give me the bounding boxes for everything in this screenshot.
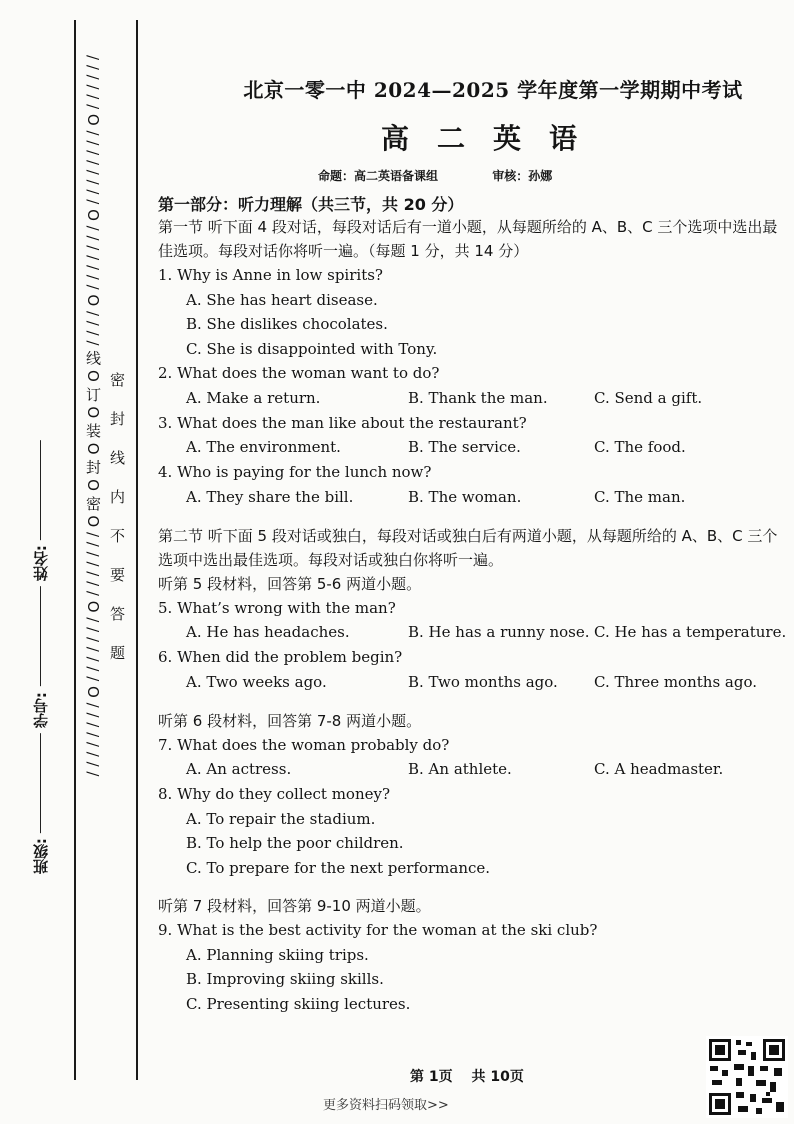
exam-title: 北京一零一中 2024—2025 学年度第一学期期中考试	[243, 78, 743, 102]
q5-option-b: B. He has a runny nose.	[408, 623, 590, 641]
q7-option-b: B. An athlete.	[408, 760, 512, 778]
question-7: 7. What does the woman probably do?	[158, 735, 450, 754]
binding-margin	[0, 0, 150, 1124]
q5-option-c: C. He has a temperature.	[594, 623, 787, 641]
q6-option-a: A. Two weeks ago.	[186, 672, 327, 691]
q1-option-c: C. She is disappointed with Tony.	[186, 339, 438, 358]
q3-option-b: B. The service.	[408, 438, 521, 456]
q6-options	[158, 670, 788, 695]
q5-options	[158, 620, 788, 645]
credits	[318, 167, 788, 184]
name-label: 姓名:	[32, 545, 50, 582]
q1-option-b: B. She dislikes chocolates.	[186, 315, 388, 333]
question-1: 1. Why is Anne in low spirits?	[158, 266, 383, 284]
section2-instructions: 第二节 听下面 5 段对话或独白，每段对话或独白后有两道小题，从每题所给的 A、B、C 三个选项中选出最佳选项。每段对话或独白你将听一遍。	[158, 526, 778, 569]
q8-option-b: B. To help the poor children.	[186, 834, 404, 852]
question-6: 6. When did the problem begin?	[158, 648, 403, 666]
page-total: 共 10页	[471, 1069, 524, 1085]
author: 命题：高二英语备课组	[318, 169, 439, 183]
material-7-heading: 听第 7 段材料，回答第 9-10 两道小题。	[158, 897, 431, 915]
q4-option-b: B. The woman.	[408, 487, 522, 506]
material-6-heading: 听第 6 段材料，回答第 7-8 两道小题。	[158, 711, 422, 730]
q3-option-c: C. The food.	[594, 438, 686, 456]
section1-instructions: 第一节 听下面 4 段对话，每段对话后有一道小题，从每题所给的 A、B、C 三个选项中选出最佳选项。每段对话你将听一遍。（每题 1 分，共 14 分）	[158, 218, 778, 260]
subject-title: 高二英语	[380, 122, 605, 155]
q4-option-a: A. They share the bill.	[186, 487, 354, 506]
seal-notice: 密封线内不要答题	[108, 372, 126, 684]
q7-option-c: C. A headmaster.	[594, 760, 724, 778]
question-2: 2. What does the woman want to do?	[158, 364, 440, 382]
q3-options	[158, 435, 788, 460]
page-number: 第 1页	[410, 1069, 453, 1085]
q6-option-c: C. Three months ago.	[594, 672, 757, 691]
page-footer	[410, 1066, 538, 1086]
question-5: 5. What’s wrong with the man?	[158, 598, 396, 617]
q9-option-b: B. Improving skiing skills.	[186, 970, 384, 988]
name-blank	[41, 440, 42, 540]
question-8: 8. Why do they collect money?	[158, 785, 391, 803]
question-4: 4. Who is paying for the lunch now?	[158, 463, 432, 481]
q4-option-c: C. The man.	[594, 487, 686, 506]
q2-option-b: B. Thank the man.	[408, 388, 548, 407]
q2-options	[158, 386, 788, 411]
qr-code-icon[interactable]	[706, 1036, 788, 1118]
q5-option-a: A. He has headaches.	[186, 623, 350, 641]
q2-option-a: A. Make a return.	[186, 388, 321, 407]
q2-option-c: C. Send a gift.	[594, 388, 703, 407]
q6-option-b: B. Two months ago.	[408, 672, 558, 691]
q7-option-a: A. An actress.	[186, 760, 292, 778]
q8-option-c: C. To prepare for the next performance.	[186, 858, 491, 877]
margin-line-right	[136, 20, 138, 1080]
class-blank	[41, 733, 42, 833]
id-blank	[41, 586, 42, 686]
question-3: 3. What does the man like about the restaurant?	[158, 413, 527, 432]
q4-options	[158, 485, 788, 510]
q1-option-a: A. She has heart disease.	[186, 290, 378, 309]
student-info	[30, 440, 51, 874]
part1-title: 第一部分：听力理解（共三节，共 20 分）	[158, 195, 464, 214]
exam-content	[158, 74, 788, 1016]
class-label: 班级:	[32, 838, 50, 875]
q7-options	[158, 757, 788, 782]
q3-option-a: A. The environment.	[186, 438, 341, 456]
question-9: 9. What is the best activity for the woman at the ski club?	[158, 921, 598, 939]
promo-text: 更多资料扫码领取>>	[323, 1098, 449, 1113]
material-5-heading: 听第 5 段材料，回答第 5-6 两道小题。	[158, 574, 422, 593]
seal-line-text: / / / / / / O / / / / / / / / O / / / / / / / O / / / / 线 O 订 O 装 O 封 O 密 O / / / / / / / O / / / / / / / O / / / / / / / /	[84, 55, 102, 777]
id-label: 学号:	[32, 691, 50, 728]
q8-option-a: A. To repair the stadium.	[186, 809, 376, 828]
q9-option-c: C. Presenting skiing lectures.	[186, 994, 411, 1013]
q9-option-a: A. Planning skiing trips.	[186, 945, 369, 964]
margin-line-left	[74, 20, 76, 1080]
reviewer: 审核：孙娜	[492, 169, 553, 183]
